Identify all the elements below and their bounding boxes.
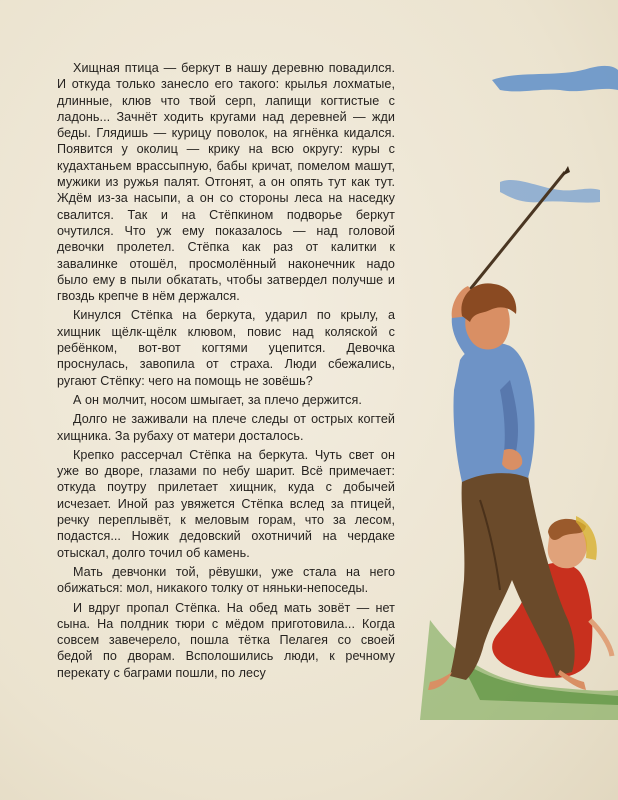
sky-cloud-top <box>492 66 618 92</box>
paragraph-7: И вдруг пропал Стёпка. На обед мать зовёт — нет сына. На полдник тюри с мёдом приготовила... Когда совсем завечерело, пошла тётка Пелагея со своей бедой по дворам. Всполошились люди, к речному перекату с баграми пошли, по лесу <box>57 600 395 680</box>
paragraph-4: Долго не заживали на плече следы от острых когтей хищника. За рубаху от матери досталось. <box>57 412 395 443</box>
paragraph-6: Мать девчонки той, рёвушки, уже стала на него обижаться: мол, никакого толку от няньки-непоседы. <box>57 564 395 596</box>
story-text <box>57 60 395 684</box>
spear-tip <box>562 166 570 176</box>
paragraph-5: Крепко рассерчал Стёпка на беркута. Чуть свет он уже во дворе, глазами по небу шарит. Всё примечает: откуда поутру прилетает хищник, куда с добычей исчезает. Иной раз увяжется Стёпка вслед за птицей, речку переплывёт, к меловым горам, что за лесом, подастся... Ножик дедовский охотничий на чердаке отыскал, долго точил об камень. <box>57 447 395 560</box>
paragraph-2: Кинулся Стёпка на беркута, ударил по крылу, а хищник щёлк-щёлк клювом, повис над коляской с ребёнком, вот-вот когтями уцепится. Девочка проснулась, завопила от страха. Люди сбежались, ругают Стёпку: чего на помощь не зовёшь? <box>57 308 395 388</box>
boy-with-spear-illustration <box>400 60 618 720</box>
paragraph-1: Хищная птица — беркут в нашу деревню повадился. И откуда только занесло его такого: крылья лохматые, длинные, клюв что твой серп, лапищи когтистые с ладонь... Зачнёт ходить кругами над деревней — жди беды. Глядишь — курицу поволок, на ягнёнка кидался. Появится у околиц — крику на всю округу: куры с кудахтаньем врассыпную, бабы кричат, помелом машут, мужики из ружья палят. Отгонят, а он опять тут как тут. Ждём из-за насыпи, а он со стороны леса на наседку свалится. Так и на Стёпкином подворье беркут очутился. Что уж ему показалось — над головой девочки пролетел. Стёпка как раз от калитки к завалинке отошёл, просмолённый наконечник надо было ему в пыли обкатать, чтобы затвердел получше и гвоздь крепче в нём держался. <box>57 61 395 304</box>
paragraph-3: А он молчит, носом шмыгает, за плечо держится. <box>73 392 362 407</box>
